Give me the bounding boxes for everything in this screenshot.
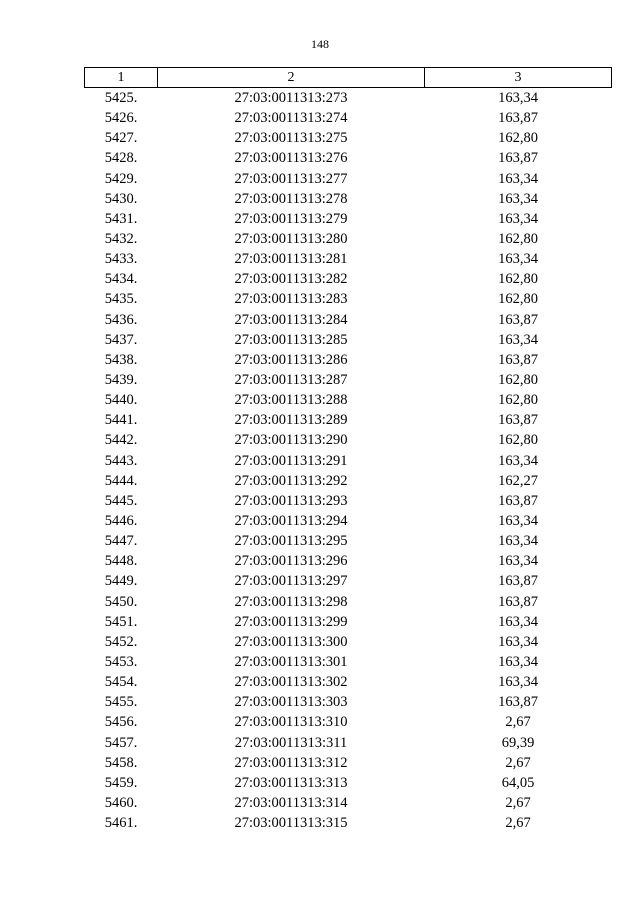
cadastral-number: 27:03:0011313:286 [234, 351, 348, 368]
cadastral-number: 27:03:0011313:298 [234, 593, 348, 610]
cadastral-number: 27:03:0011313:292 [234, 472, 348, 489]
table-row [85, 491, 612, 511]
table-row [85, 350, 612, 370]
cadastral-number: 27:03:0011313:276 [234, 150, 348, 167]
row-number: 5445. [104, 492, 138, 509]
cadastral-number: 27:03:0011313:289 [234, 412, 348, 429]
table-row [85, 390, 612, 410]
row-number: 5456. [104, 714, 138, 731]
row-number: 5435. [104, 291, 138, 308]
cadastral-number: 27:03:0011313:274 [234, 110, 348, 127]
cadastral-number: 27:03:0011313:290 [234, 432, 348, 449]
area-value: 163,34 [498, 674, 538, 691]
table-row [85, 471, 612, 491]
row-number: 5451. [104, 613, 138, 630]
table-row [85, 652, 612, 672]
cadastral-number: 27:03:0011313:293 [234, 492, 348, 509]
area-value: 162,80 [498, 130, 538, 147]
area-value: 2,67 [505, 714, 531, 731]
cadastral-number: 27:03:0011313:285 [234, 331, 348, 348]
row-number: 5438. [104, 351, 138, 368]
table-row [85, 310, 612, 330]
cadastral-number: 27:03:0011313:279 [234, 210, 348, 227]
table-row [85, 410, 612, 430]
cadastral-number: 27:03:0011313:311 [234, 734, 348, 751]
area-value: 163,34 [498, 553, 538, 570]
row-number: 5458. [104, 754, 138, 771]
cadastral-number: 27:03:0011313:314 [234, 794, 348, 811]
row-number: 5455. [104, 694, 138, 711]
area-value: 163,87 [498, 311, 538, 328]
row-number: 5432. [104, 231, 138, 248]
row-number: 5450. [104, 593, 138, 610]
table-row [85, 88, 612, 109]
area-value: 69,39 [501, 734, 535, 751]
table-row [85, 592, 612, 612]
area-value: 64,05 [501, 774, 535, 791]
table-row [85, 430, 612, 450]
table-row [85, 148, 612, 168]
table-row [85, 249, 612, 269]
area-value: 2,67 [505, 754, 531, 771]
area-value: 163,87 [498, 110, 538, 127]
table-row [85, 551, 612, 571]
table-row [85, 733, 612, 753]
area-value: 163,34 [498, 251, 538, 268]
cadastral-number: 27:03:0011313:302 [234, 674, 348, 691]
area-value: 162,80 [498, 291, 538, 308]
page-number: 148 [311, 37, 329, 51]
row-number: 5443. [104, 452, 138, 469]
table-row [85, 753, 612, 773]
row-number: 5441. [104, 412, 138, 429]
cadastral-number: 27:03:0011313:282 [234, 271, 348, 288]
row-number: 5449. [104, 573, 138, 590]
cadastral-number: 27:03:0011313:295 [234, 533, 348, 550]
cadastral-number: 27:03:0011313:296 [234, 553, 348, 570]
area-value: 163,34 [498, 633, 538, 650]
row-number: 5459. [104, 774, 138, 791]
table-row [85, 793, 612, 813]
row-number: 5452. [104, 633, 138, 650]
table-row [85, 128, 612, 148]
table-body [85, 88, 612, 834]
table-row [85, 108, 612, 128]
cadastral-number: 27:03:0011313:284 [234, 311, 348, 328]
table-row [85, 209, 612, 229]
data-table [84, 67, 612, 833]
row-number: 5436. [104, 311, 138, 328]
row-number: 5448. [104, 553, 138, 570]
table-row [85, 531, 612, 551]
area-value: 162,80 [498, 372, 538, 389]
header-cell-3: 3 [425, 68, 612, 88]
table-row [85, 773, 612, 793]
area-value: 163,87 [498, 573, 538, 590]
cadastral-number: 27:03:0011313:310 [234, 714, 348, 731]
row-number: 5431. [104, 210, 138, 227]
table-row [85, 571, 612, 591]
cadastral-number: 27:03:0011313:275 [234, 130, 348, 147]
cadastral-number: 27:03:0011313:297 [234, 573, 348, 590]
cadastral-number: 27:03:0011313:303 [234, 694, 348, 711]
area-value: 163,87 [498, 593, 538, 610]
table-row [85, 632, 612, 652]
area-value: 162,27 [498, 472, 538, 489]
row-number: 5460. [104, 794, 138, 811]
area-value: 163,34 [498, 331, 538, 348]
row-number: 5439. [104, 372, 138, 389]
table-row [85, 330, 612, 350]
cadastral-number: 27:03:0011313:283 [234, 291, 348, 308]
row-number: 5428. [104, 150, 138, 167]
row-number: 5427. [104, 130, 138, 147]
cadastral-number: 27:03:0011313:301 [234, 654, 348, 670]
table-row [85, 269, 612, 289]
row-number: 5433. [104, 251, 138, 268]
table-row [85, 813, 612, 833]
cadastral-number: 27:03:0011313:287 [234, 372, 348, 389]
cadastral-number: 27:03:0011313:280 [234, 231, 348, 248]
row-number: 5429. [104, 170, 138, 187]
cadastral-number: 27:03:0011313:278 [234, 190, 348, 207]
area-value: 163,34 [498, 210, 538, 227]
area-value: 163,34 [498, 452, 538, 469]
area-value: 162,80 [498, 392, 538, 409]
row-number: 5425. [104, 90, 138, 107]
cadastral-table [84, 67, 611, 833]
area-value: 163,34 [498, 613, 538, 630]
table-row [85, 229, 612, 249]
row-number: 5437. [104, 331, 138, 348]
row-number: 5446. [104, 513, 138, 530]
cadastral-number: 27:03:0011313:291 [234, 452, 348, 469]
row-number: 5426. [104, 110, 138, 127]
area-value: 162,80 [498, 231, 538, 248]
cadastral-number: 27:03:0011313:281 [234, 251, 348, 268]
table-row [85, 451, 612, 471]
row-number: 5454. [104, 674, 138, 691]
cadastral-number: 27:03:0011313:294 [234, 513, 348, 530]
table-row [85, 370, 612, 390]
area-value: 162,80 [498, 432, 538, 449]
header-row [85, 68, 612, 88]
row-number: 5440. [104, 392, 138, 409]
table-row [85, 712, 612, 732]
area-value: 163,34 [498, 170, 538, 187]
cadastral-number: 27:03:0011313:273 [234, 90, 348, 107]
table-row [85, 511, 612, 531]
header-cell-1: 1 [85, 68, 158, 88]
cadastral-number: 27:03:0011313:300 [234, 633, 348, 650]
row-number: 5430. [104, 190, 138, 207]
cadastral-number: 27:03:0011313:277 [234, 170, 348, 187]
row-number: 5447. [104, 533, 138, 550]
row-number: 5457. [104, 734, 138, 751]
area-value: 163,34 [498, 90, 538, 107]
table-row [85, 289, 612, 309]
area-value: 163,87 [498, 492, 538, 509]
cadastral-number: 27:03:0011313:299 [234, 613, 348, 630]
area-value: 163,34 [498, 190, 538, 207]
header-cell-2: 2 [158, 68, 425, 88]
area-value: 163,87 [498, 351, 538, 368]
row-number: 5434. [104, 271, 138, 288]
area-value: 163,34 [498, 654, 538, 670]
row-number: 5444. [104, 472, 138, 489]
area-value: 163,34 [498, 533, 538, 550]
cadastral-number: 27:03:0011313:288 [234, 392, 348, 409]
area-value: 163,87 [498, 694, 538, 711]
cadastral-number: 27:03:0011313:315 [234, 815, 348, 832]
area-value: 2,67 [505, 794, 531, 811]
table-row [85, 169, 612, 189]
area-value: 162,80 [498, 271, 538, 288]
row-number: 5442. [104, 432, 138, 449]
area-value: 163,87 [498, 412, 538, 429]
table-row [85, 692, 612, 712]
row-number: 5461. [104, 815, 138, 832]
table-row [85, 612, 612, 632]
row-number: 5453. [104, 654, 138, 670]
area-value: 163,87 [498, 150, 538, 167]
table-row [85, 189, 612, 209]
cadastral-number: 27:03:0011313:312 [234, 754, 348, 771]
table-header [85, 68, 612, 88]
table-row [85, 672, 612, 692]
area-value: 163,34 [498, 513, 538, 530]
cadastral-number: 27:03:0011313:313 [234, 774, 348, 791]
area-value: 2,67 [505, 815, 531, 832]
